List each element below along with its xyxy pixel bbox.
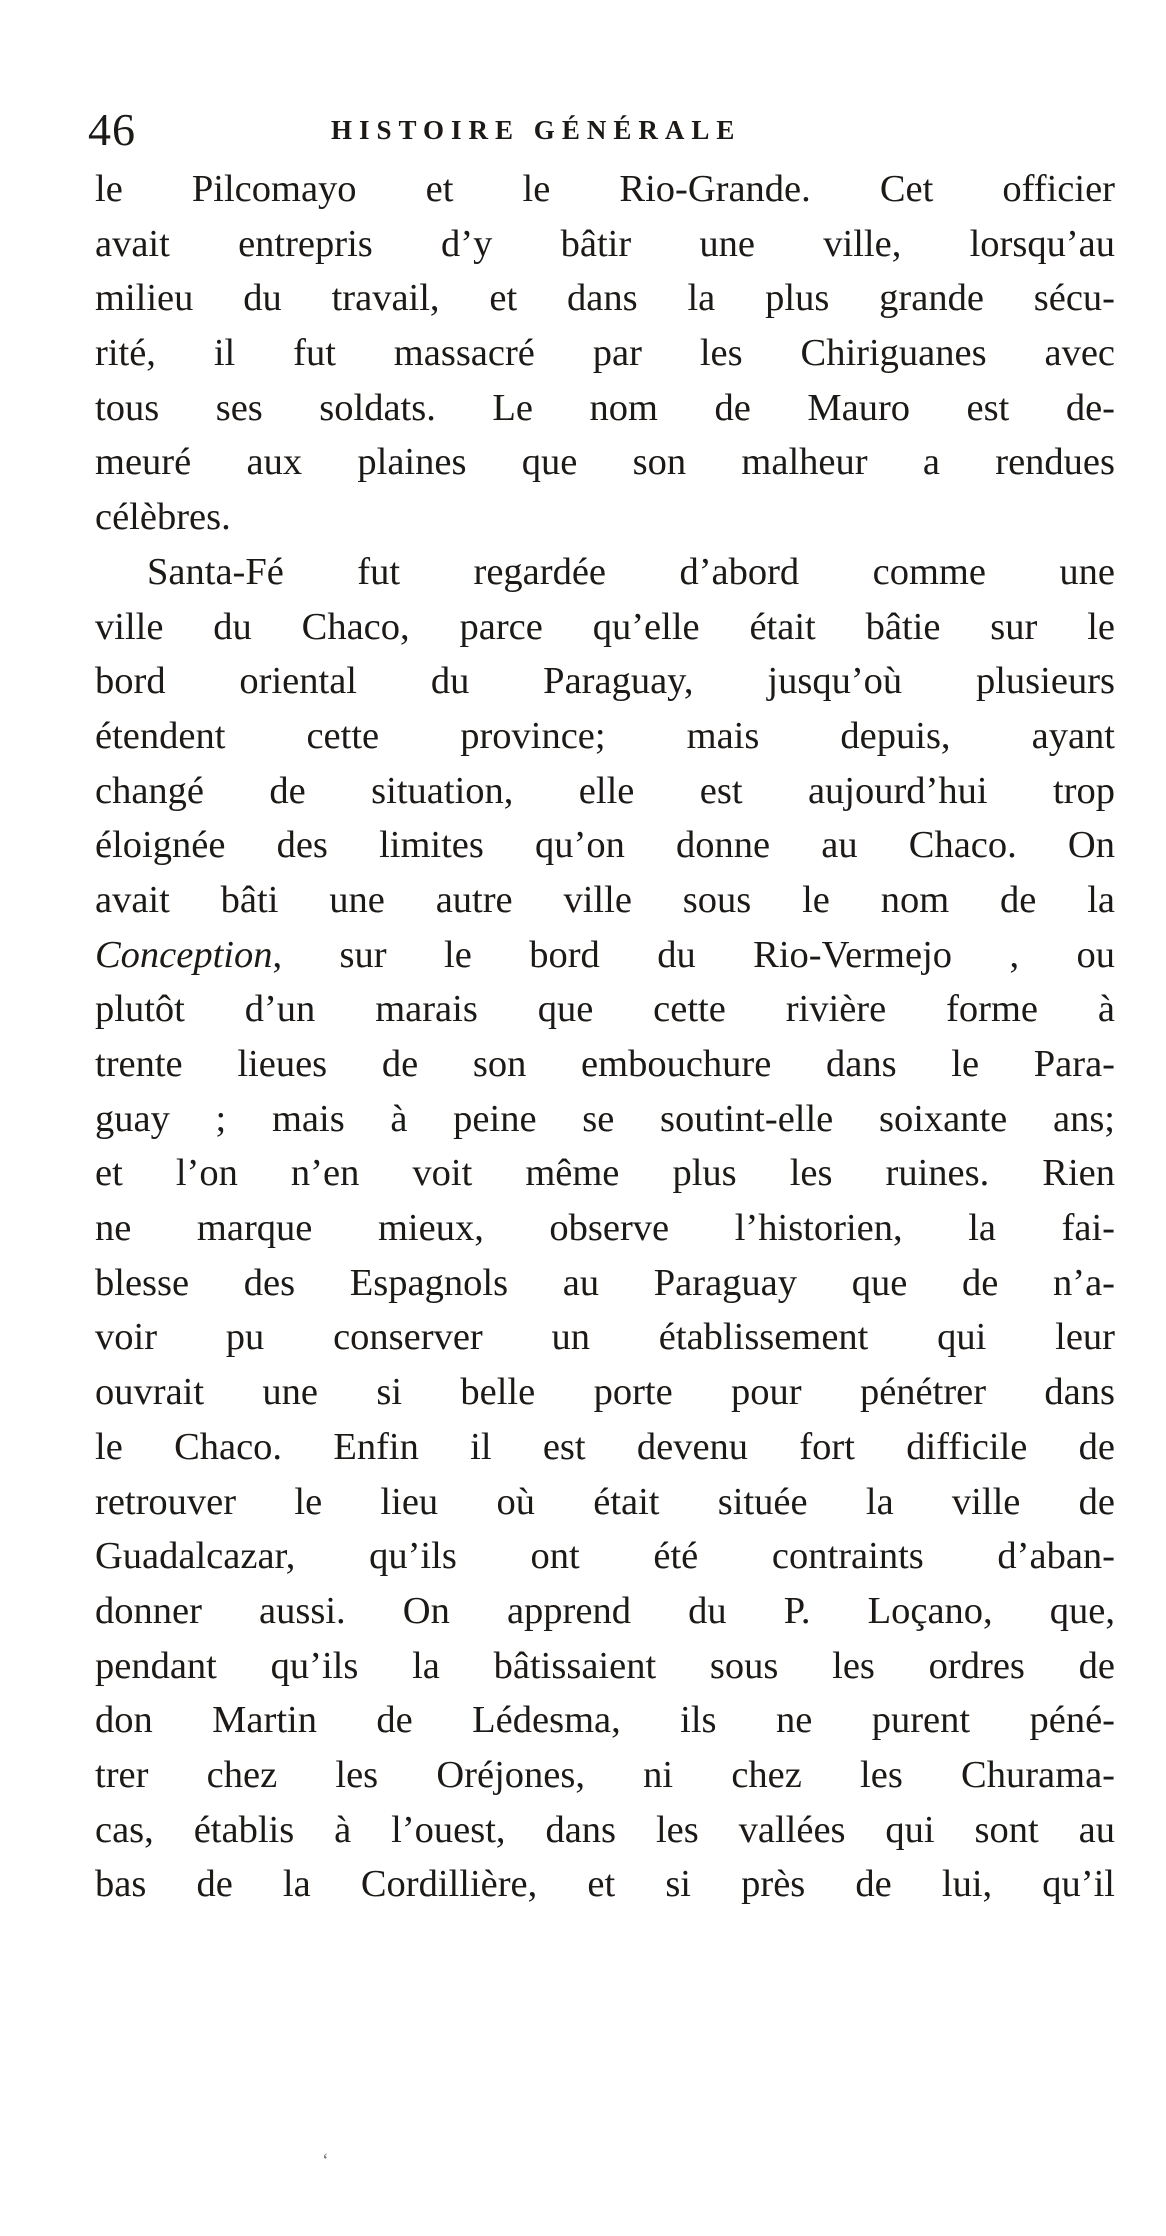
text-line: le Pilcomayo et le Rio-Grande. Cet officier — [95, 168, 1115, 210]
page-header — [88, 100, 1108, 160]
text-line: étendent cette province; mais depuis, ayant — [95, 714, 1115, 757]
text-line: pendant qu’ils la bâtissaient sous les ordres de — [95, 1644, 1115, 1687]
body-text — [95, 162, 1115, 1912]
text-line: rité, il fut massacré par les Chiriguanes avec — [95, 332, 1115, 375]
paragraph-first-line: Santa-Fé fut regardée d’abord comme une — [147, 550, 1115, 593]
text-line: meuré aux plaines que son malheur a rendues — [95, 441, 1115, 484]
stray-ink-mark: ʻ — [322, 2150, 329, 2172]
text-line: trente lieues de son embouchure dans le Para- — [95, 1043, 1115, 1085]
text-line: milieu du travail, et dans la plus grande sécu- — [95, 277, 1115, 320]
text-line: cas, établis à l’ouest, dans les vallées qui sont au — [95, 1808, 1115, 1851]
text-line: éloignée des limites qu’on donne au Chaco. On — [95, 824, 1115, 867]
text-line: blesse des Espagnols au Paraguay que de n’a- — [95, 1261, 1115, 1304]
text-line: et l’on n’en voit même plus les ruines. Rien — [95, 1152, 1115, 1195]
text-line: guay ; mais à peine se soutint-elle soixante ans; — [95, 1097, 1115, 1140]
text-line: bord oriental du Paraguay, jusqu’où plusieurs — [95, 660, 1115, 703]
text-line-rest: , sur le bord du Rio-Vermejo , ou — [272, 933, 1115, 976]
text-line-with-italic — [95, 928, 1115, 983]
text-line: don Martin de Lédesma, ils ne purent péné- — [95, 1699, 1115, 1742]
text-line: plutôt d’un marais que cette rivière forme à — [95, 988, 1115, 1031]
text-line: avait entrepris d’y bâtir une ville, lorsqu’au — [95, 222, 1115, 265]
italic-word: Conception — [95, 933, 273, 976]
text-line: avait bâti une autre ville sous le nom de la — [95, 878, 1115, 921]
text-line: ville du Chaco, parce qu’elle était bâtie sur le — [95, 605, 1115, 648]
text-line: voir pu conserver un établissement qui leur — [95, 1316, 1115, 1359]
text-line: trer chez les Oréjones, ni chez les Churama- — [95, 1753, 1115, 1796]
running-head: HISTOIRE GÉNÉRALE — [331, 115, 742, 145]
text-line: changé de situation, elle est aujourd’hui trop — [95, 769, 1115, 812]
text-line: célèbres. — [95, 496, 231, 539]
text-line: Guadalcazar, qu’ils ont été contraints d’aban- — [95, 1535, 1115, 1578]
text-line: ne marque mieux, observe l’historien, la fai- — [95, 1207, 1115, 1250]
text-line: ouvrait une si belle porte pour pénétrer dans — [95, 1371, 1115, 1414]
text-line: retrouver le lieu où était située la ville de — [95, 1480, 1115, 1523]
text-line: tous ses soldats. Le nom de Mauro est de- — [95, 386, 1115, 429]
text-line: bas de la Cordillière, et si près de lui, qu’il — [95, 1863, 1115, 1906]
text-line: donner aussi. On apprend du P. Loçano, que, — [95, 1589, 1115, 1632]
text-line: le Chaco. Enfin il est devenu fort difficile de — [95, 1425, 1115, 1468]
page-number: 46 — [88, 104, 136, 155]
